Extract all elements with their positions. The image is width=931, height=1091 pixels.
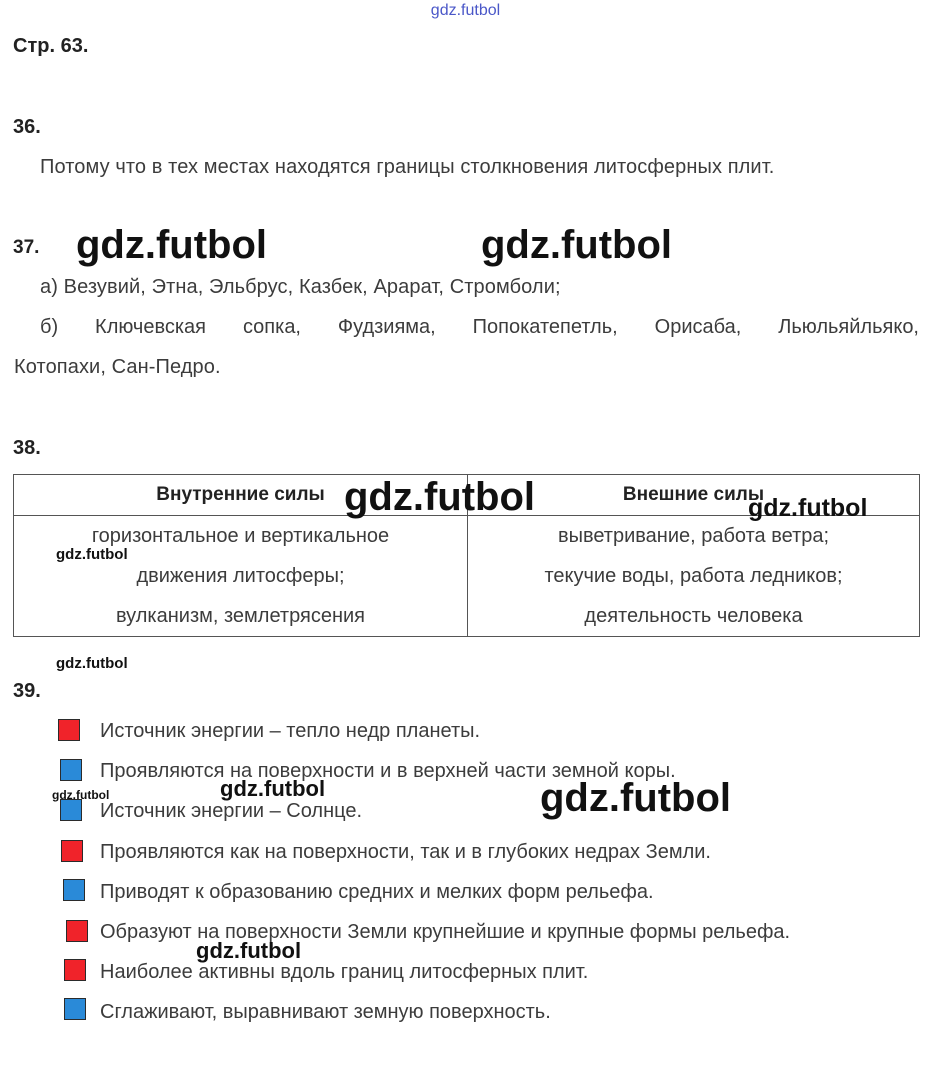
red-square-marker: [64, 959, 86, 981]
watermark: gdz.futbol: [344, 475, 536, 519]
watermark: gdz.futbol: [56, 546, 128, 563]
list-item: Наиболее активны вдоль границ литосферных плит.: [100, 961, 589, 983]
external-line-2: текучие воды, работа ледников;: [544, 565, 843, 587]
internal-line-1: горизонтальное и вертикальное: [91, 525, 390, 547]
blue-square-marker: [63, 879, 85, 901]
watermark: gdz.futbol: [220, 776, 326, 801]
external-forces-cell: [468, 516, 920, 637]
question-39-number: 39.: [13, 680, 41, 702]
external-line-3: деятельность человека: [584, 605, 803, 627]
header-external-forces: Внешние силы: [468, 475, 920, 516]
internal-line-2: движения литосферы;: [136, 565, 345, 587]
list-item: Образуют на поверхности Земли крупнейшие и крупные формы рельефа.: [100, 921, 791, 943]
header-internal-forces: Внутренние силы: [14, 475, 468, 516]
page-label: Стр. 63.: [13, 35, 89, 57]
watermark: gdz.futbol: [196, 938, 302, 963]
top-watermark: gdz.futbol: [430, 2, 501, 19]
question-37-number: 37.: [13, 237, 40, 258]
internal-forces-cell: [14, 516, 468, 637]
question-37-line-a: а) Везувий, Этна, Эльбрус, Казбек, Арарат, Стромболи;: [40, 276, 561, 298]
list-item: Проявляются как на поверхности, так и в глубоких недрах Земли.: [100, 841, 711, 863]
blue-square-marker: [60, 799, 82, 821]
question-37-line-b: б) Ключевская сопка, Фудзияма, Попокатепетль, Орисаба, Льюльяйльяко,: [40, 316, 919, 338]
list-item: Проявляются на поверхности и в верхней части земной коры.: [100, 760, 676, 782]
blue-square-marker: [64, 998, 86, 1020]
watermark: gdz.futbol: [56, 655, 128, 672]
question-38-number: 38.: [13, 437, 41, 459]
red-square-marker: [58, 719, 80, 741]
watermark: gdz.futbol: [540, 776, 732, 820]
watermark: gdz.futbol: [748, 494, 868, 522]
blue-square-marker: [60, 759, 82, 781]
watermark: gdz.futbol: [76, 223, 268, 267]
watermark: gdz.futbol: [481, 223, 673, 267]
red-square-marker: [66, 920, 88, 942]
watermark: gdz.futbol: [52, 788, 110, 802]
internal-line-3: вулканизм, землетрясения: [116, 605, 365, 627]
question-36-number: 36.: [13, 116, 41, 138]
question-37-line-b2: Котопахи, Сан-Педро.: [14, 356, 221, 378]
question-36-answer: Потому что в тех местах находятся границы столкновения литосферных плит.: [40, 156, 775, 178]
list-item: Приводят к образованию средних и мелких форм рельефа.: [100, 881, 654, 903]
list-item: Сглаживают, выравнивают земную поверхность.: [100, 1001, 551, 1023]
list-item: Источник энергии – Солнце.: [100, 800, 363, 822]
table-row: [14, 516, 920, 637]
list-item: Источник энергии – тепло недр планеты.: [100, 720, 481, 742]
red-square-marker: [61, 840, 83, 862]
external-line-1: выветривание, работа ветра;: [557, 525, 830, 547]
